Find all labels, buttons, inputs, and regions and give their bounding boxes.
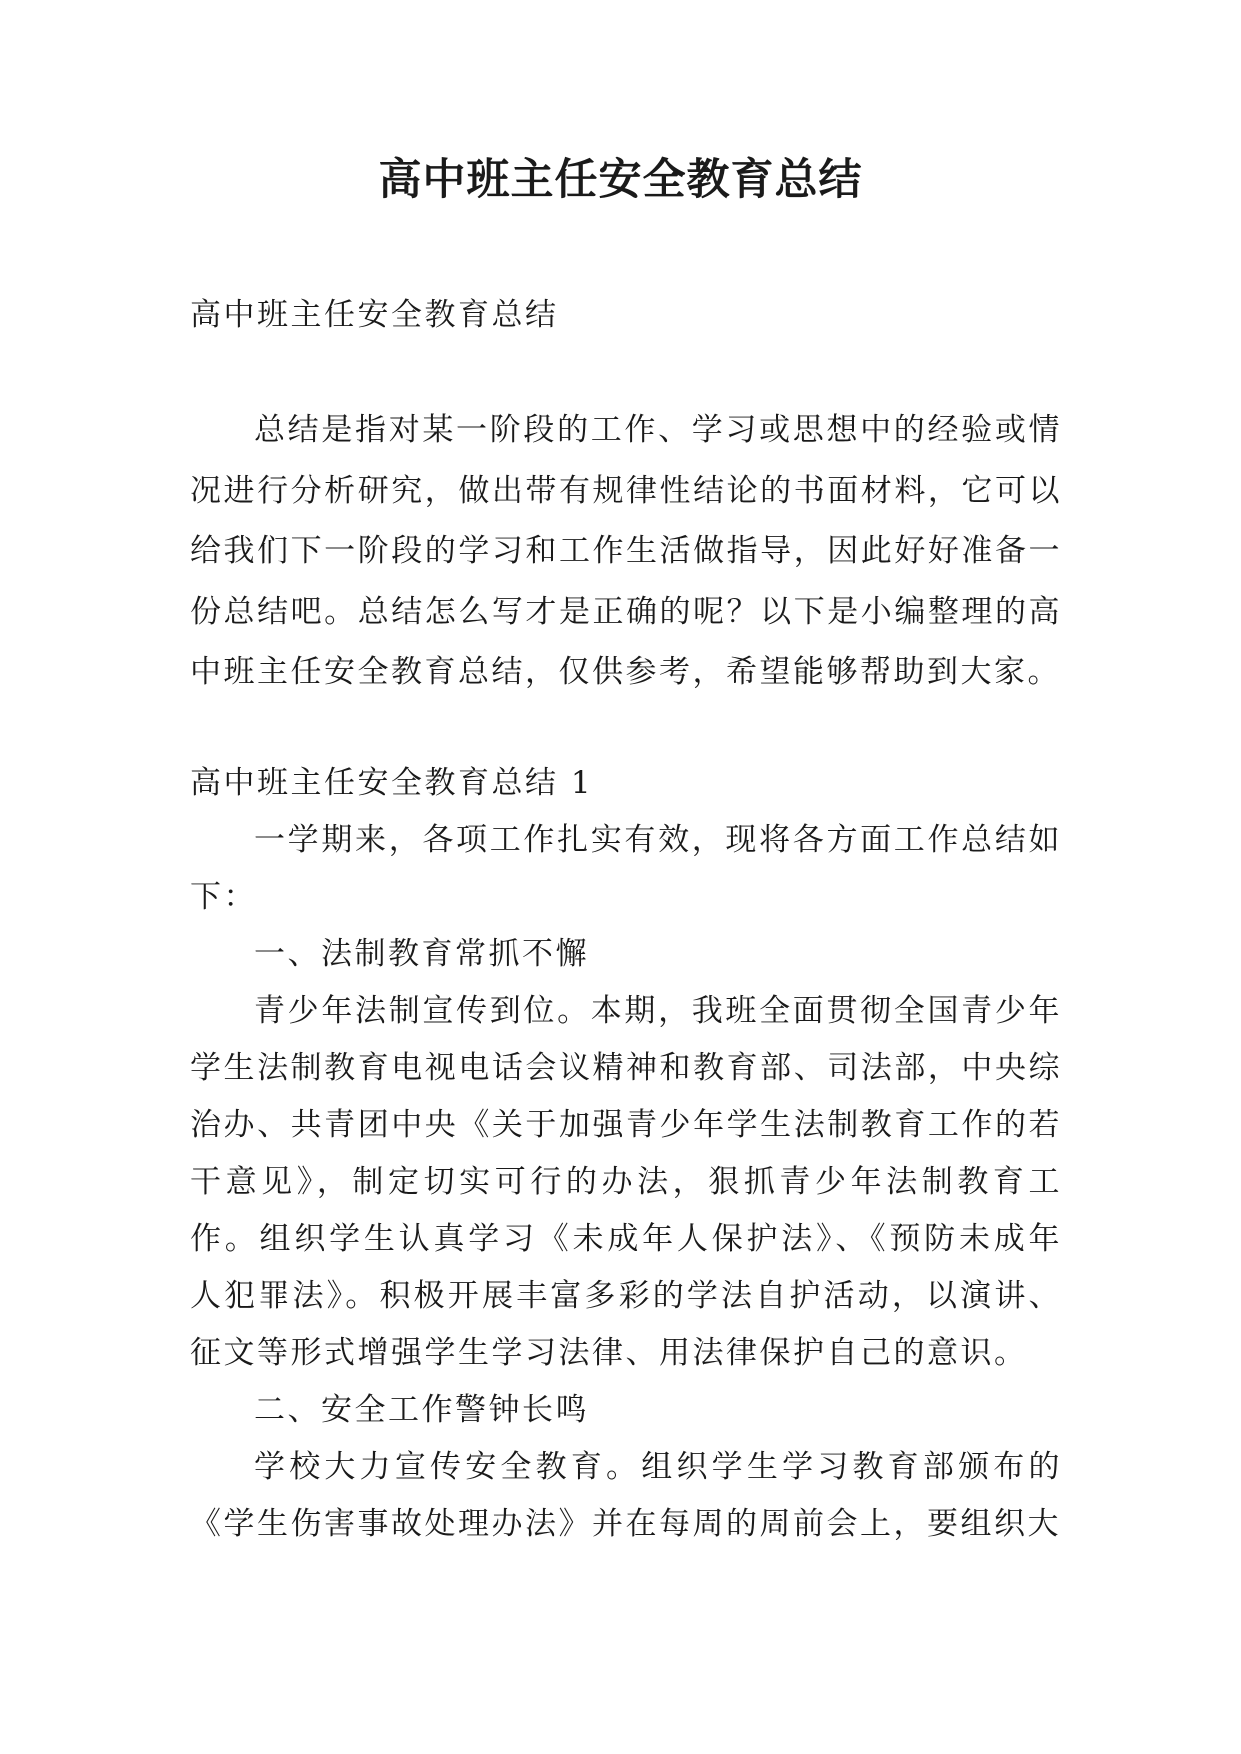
document-subtitle: 高中班主任安全教育总结 [190,297,559,333]
body-paragraph: 一学期来，各项工作扎实有效，现将各方面工作总结如下： [190,822,1062,915]
section-1 [190,755,1062,1553]
body-paragraph: 学校大力宣传安全教育。组织学生学习教育部颁布的《学生伤害事故处理办法》并在每周的周前会上，要组织大 [190,1449,1062,1542]
intro-paragraph: 总结是指对某一阶段的工作、学习或思想中的经验或情况进行分析研究，做出带有规律性结论的书面材料，它可以给我们下一阶段的学习和工作生活做指导，因此好好准备一份总结吧。总结怎么写才是正确的呢？以下是小编整理的高中班主任安全教育总结，仅供参考，希望能够帮助到大家。 [190,412,1062,690]
subheading-law-education: 一、法制教育常抓不懈 [254,936,589,972]
subheading-safety-work: 二、安全工作警钟长鸣 [254,1392,589,1428]
document-title: 高中班主任安全教育总结 [378,155,863,205]
body-paragraph: 青少年法制宣传到位。本期，我班全面贯彻全国青少年学生法制教育电视电话会议精神和教育部、司法部，中央综治办、共青团中央《关于加强青少年学生法制教育工作的若干意见》，制定切实可行的办法，狠抓青少年法制教育工作。组织学生认真学习《未成年人保护法》、《预防未成年人犯罪法》。积极开展丰富多彩的学法自护活动，以演讲、征文等形式增强学生学习法律、用法律保护自己的意识。 [190,993,1062,1371]
section-heading: 高中班主任安全教育总结 1 [190,765,594,801]
